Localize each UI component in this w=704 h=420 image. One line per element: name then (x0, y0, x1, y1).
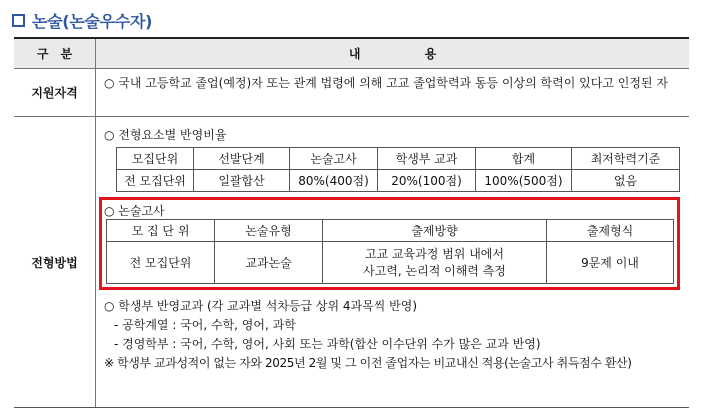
header-category: 구 분 (14, 39, 96, 68)
essay-direction-cell (323, 242, 547, 284)
method-content (96, 117, 689, 407)
ratio-title: ○ 전형요소별 반영비율 (104, 128, 227, 142)
essay-title: ○ 논술고사 (104, 204, 165, 218)
essay-cell: 교과논술 (215, 242, 323, 284)
ratio-table-row (117, 170, 680, 192)
essay-table-header (107, 220, 674, 242)
ratio-header-cell: 모집단위 (117, 148, 194, 170)
record-item: - 공학계열 : 국어, 수학, 영어, 과학 (114, 318, 296, 332)
ratio-cell: 80%(400점) (290, 170, 378, 192)
ratio-cell: 없음 (572, 170, 680, 192)
table-header-row (14, 39, 689, 69)
essay-table-row (107, 242, 674, 284)
ratio-cell: 전 모집단위 (117, 170, 194, 192)
ratio-header-cell: 논술고사 (290, 148, 378, 170)
essay-direction-line: 고교 교육과정 범위 내에서 (365, 246, 504, 261)
essay-table (106, 219, 674, 284)
essay-direction-line: 사고력, 논리적 이해력 측정 (363, 263, 506, 278)
essay-header-cell: 출제방향 (323, 220, 547, 242)
essay-cell: 전 모집단위 (107, 242, 215, 284)
method-label: 전형방법 (14, 117, 96, 407)
ratio-table-header (117, 148, 680, 170)
essay-cell: 9문제 이내 (547, 242, 674, 284)
ratio-header-cell: 합계 (476, 148, 572, 170)
checkbox-square-icon (12, 14, 25, 27)
ratio-cell: 20%(100점) (378, 170, 476, 192)
ratio-table (116, 147, 680, 192)
ratio-cell: 일괄합산 (194, 170, 290, 192)
section-title-text: 논술(논술우수자) (32, 11, 153, 31)
ratio-header-cell: 학생부 교과 (378, 148, 476, 170)
qualification-text: ○ 국내 고등학교 졸업(예정)자 또는 관계 법령에 의해 고교 졸업학력과 동등 이상의 학력이 있다고 인정된 자 (104, 76, 668, 90)
ratio-cell: 100%(500점) (476, 170, 572, 192)
essay-header-cell: 논술유형 (215, 220, 323, 242)
admission-table (14, 37, 689, 408)
record-item: - 경영학부 : 국어, 수학, 영어, 사회 또는 과학(합산 이수단위 수가 많은 교과 반영) (114, 337, 541, 351)
qualification-label: 지원자격 (14, 69, 96, 116)
ratio-header-cell: 선발단계 (194, 148, 290, 170)
header-content: 내 용 (96, 39, 689, 68)
ratio-header-cell: 최저학력기준 (572, 148, 680, 170)
qualification-row (14, 69, 689, 117)
method-row (14, 117, 689, 407)
essay-header-cell: 모 집 단 위 (107, 220, 215, 242)
essay-header-cell: 출제형식 (547, 220, 674, 242)
record-title: ○ 학생부 반영교과 (각 교과별 석차등급 상위 4과목씩 반영) (104, 299, 418, 313)
note: ※ 학생부 교과성적이 없는 자와 2025년 2월 및 그 이전 졸업자는 비교내신 적용(논술고사 취득점수 환산) (104, 356, 632, 370)
section-title (12, 8, 152, 32)
